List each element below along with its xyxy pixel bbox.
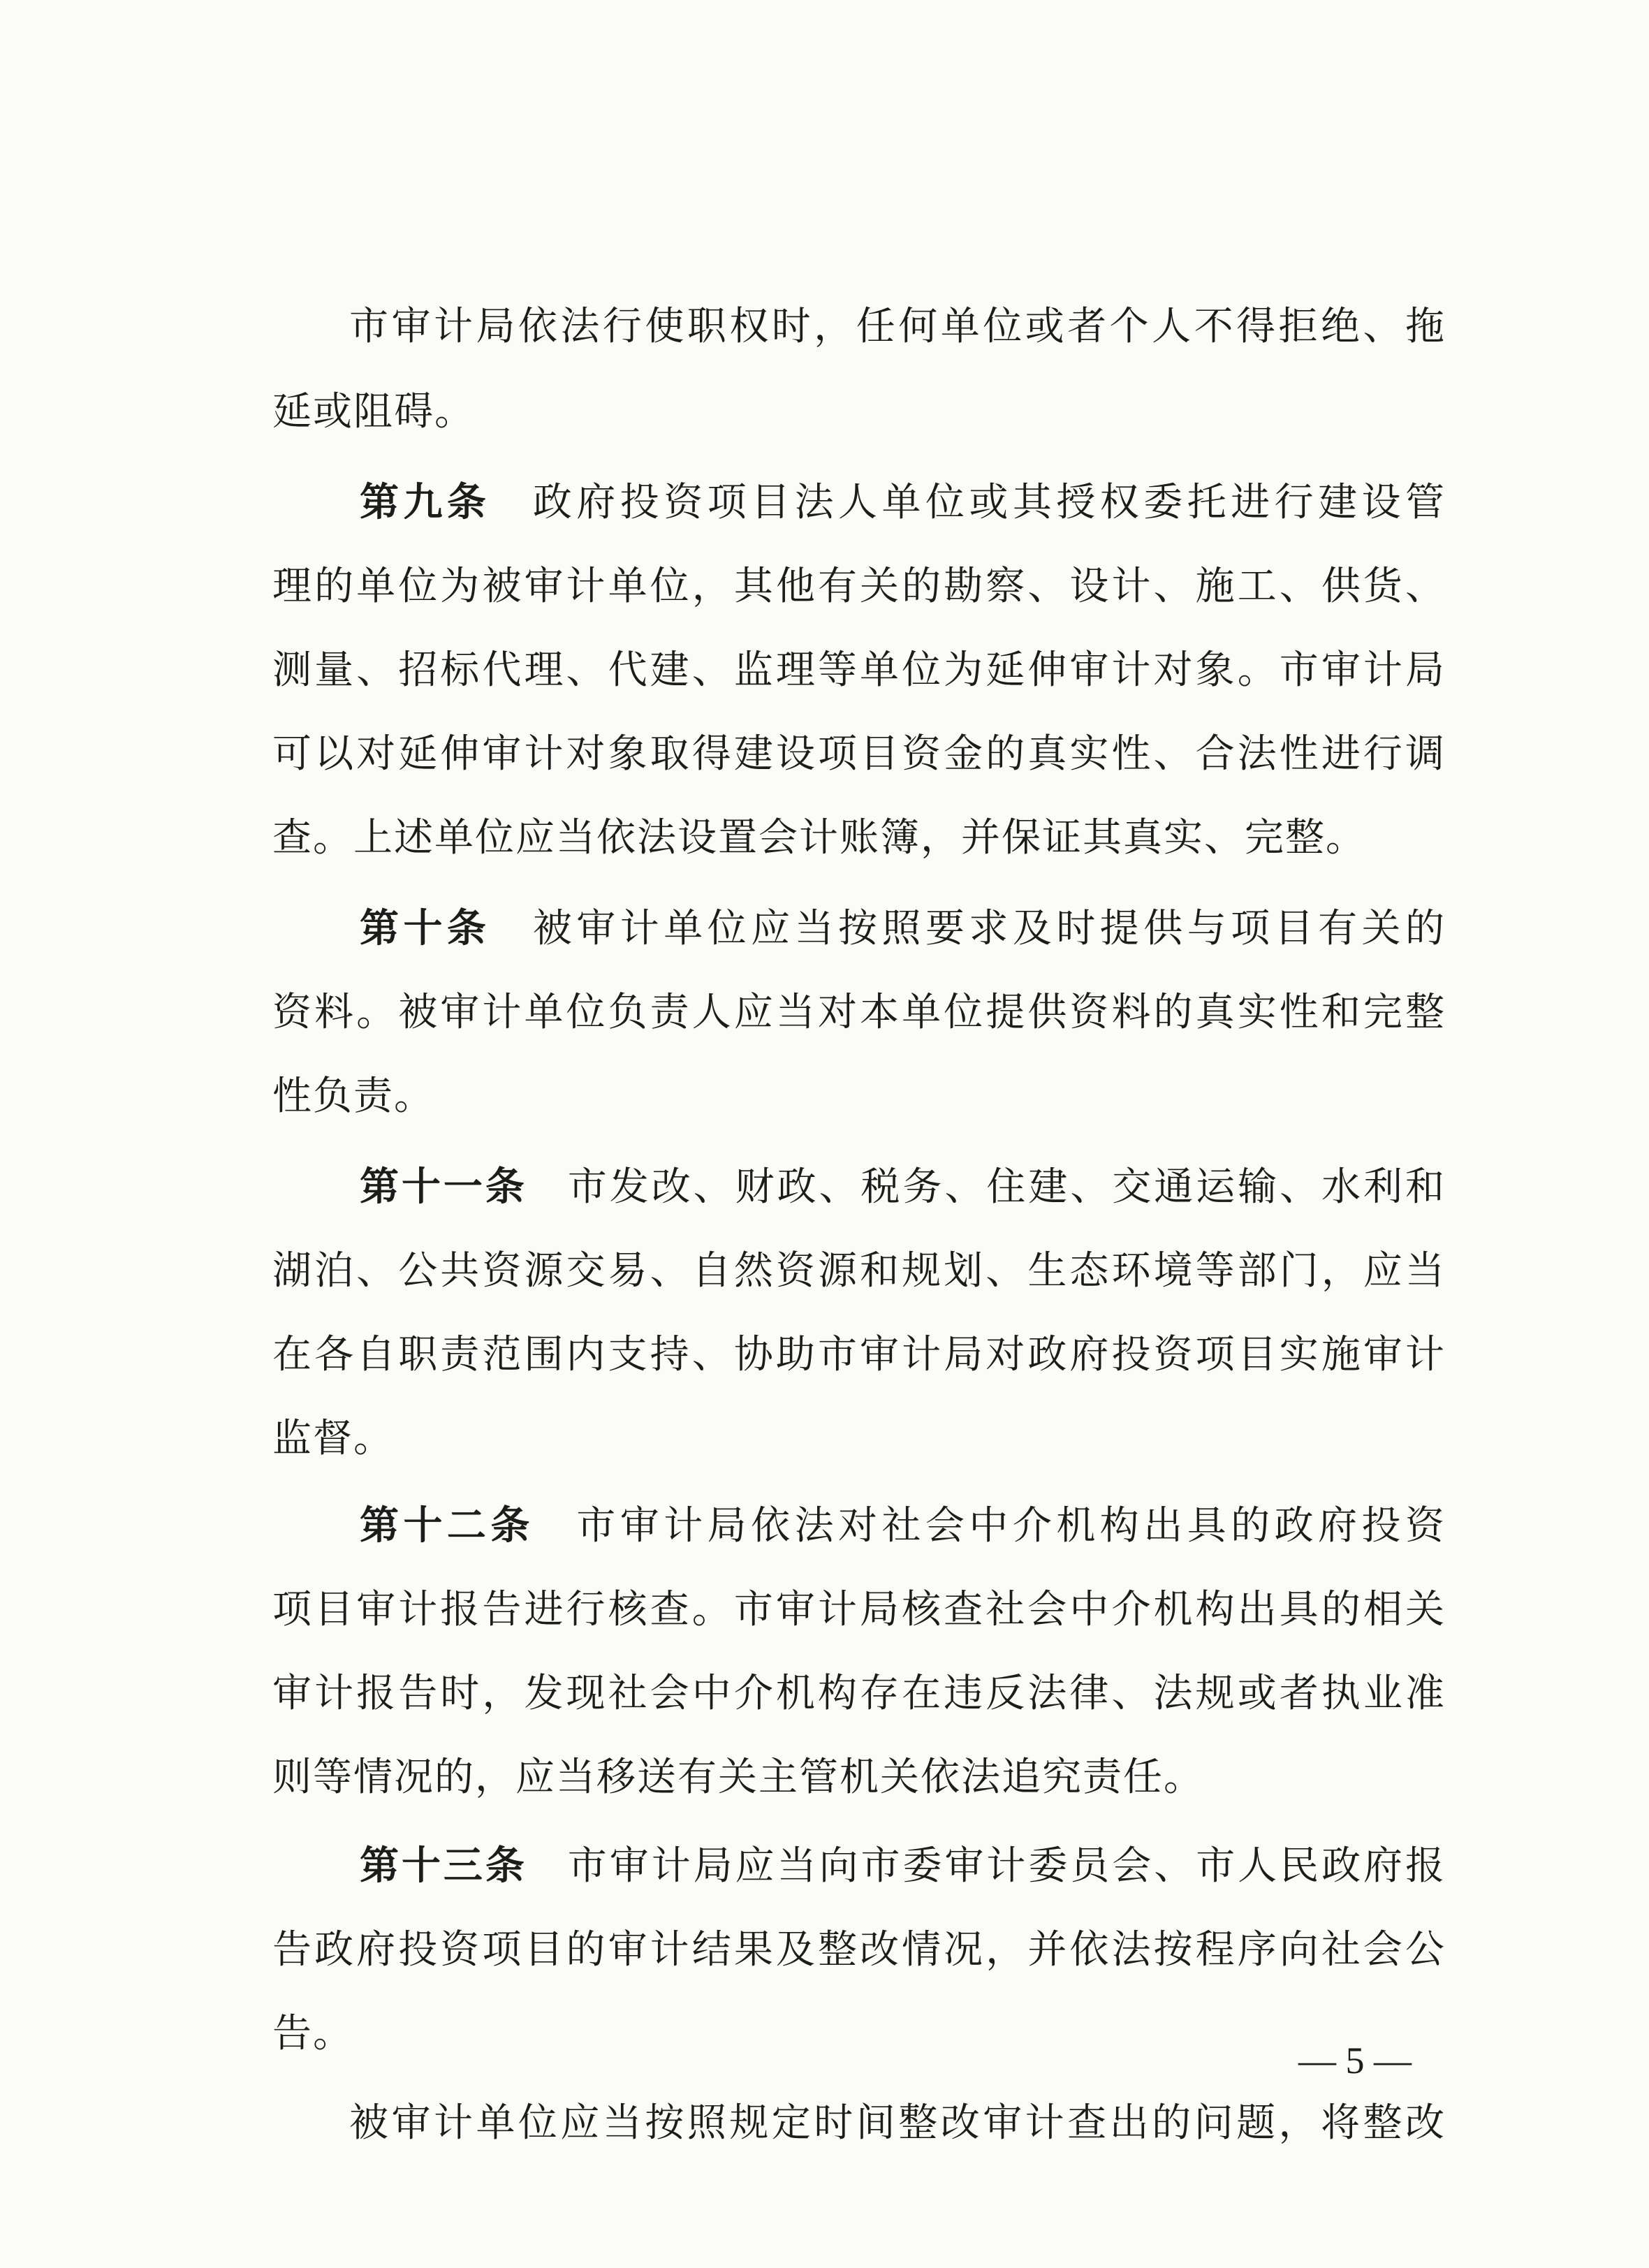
article-heading: 第十一条 xyxy=(360,1164,527,1210)
article-11-first-line: 第十一条 市发改、财政、税务、住建、交通运输、水利和 xyxy=(360,1164,1446,1210)
paragraph-line: 理的单位为被审计单位，其他有关的勘察、设计、施工、供货、 xyxy=(272,564,1446,609)
paragraph-line: 告政府投资项目的审计结果及整改情况，并依法按程序向社会公 xyxy=(272,1927,1446,1973)
article-heading: 第十条 xyxy=(360,906,491,951)
paragraph-line: 性负责。 xyxy=(272,1074,434,1119)
article-heading: 第十三条 xyxy=(360,1843,527,1889)
article-9-first-line: 第九条 政府投资项目法人单位或其授权委托进行建设管 xyxy=(360,480,1446,525)
paragraph-line: 在各自职责范围内支持、协助市审计局对政府投资项目实施审计 xyxy=(272,1332,1446,1377)
paragraph-line: 监督。 xyxy=(272,1416,394,1461)
paragraph-line: 市审计局依法行使职权时，任何单位或者个人不得拒绝、拖 xyxy=(349,304,1446,349)
paragraph-line: 查。上述单位应当依法设置会计账簿，并保证其真实、完整。 xyxy=(272,815,1366,861)
article-heading: 第九条 xyxy=(360,480,491,525)
paragraph-line: 延或阻碍。 xyxy=(272,389,475,434)
paragraph-line: 审计报告时，发现社会中介机构存在违反法律、法规或者执业准 xyxy=(272,1671,1446,1716)
page-number: — 5 — xyxy=(1298,2040,1412,2082)
article-10-first-line: 第十条 被审计单位应当按照要求及时提供与项目有关的 xyxy=(360,906,1446,951)
article-12-first-line: 第十二条 市审计局依法对社会中介机构出具的政府投资 xyxy=(360,1503,1446,1549)
paragraph-line: 则等情况的，应当移送有关主管机关依法追究责任。 xyxy=(272,1755,1204,1800)
article-heading: 第十二条 xyxy=(360,1503,534,1549)
paragraph-line: 可以对延伸审计对象取得建设项目资金的真实性、合法性进行调 xyxy=(272,731,1446,777)
paragraph-line: 测量、招标代理、代建、监理等单位为延伸审计对象。市审计局 xyxy=(272,648,1446,693)
article-13-first-line: 第十三条 市审计局应当向市委审计委员会、市人民政府报 xyxy=(360,1843,1446,1889)
paragraph-line: 告。 xyxy=(272,2011,353,2056)
paragraph-line: 湖泊、公共资源交易、自然资源和规划、生态环境等部门，应当 xyxy=(272,1248,1446,1294)
paragraph-line: 资料。被审计单位负责人应当对本单位提供资料的真实性和完整 xyxy=(272,990,1446,1035)
paragraph-line: 被审计单位应当按照规定时间整改审计查出的问题，将整改 xyxy=(349,2100,1446,2146)
paragraph-line: 项目审计报告进行核查。市审计局核查社会中介机构出具的相关 xyxy=(272,1587,1446,1632)
